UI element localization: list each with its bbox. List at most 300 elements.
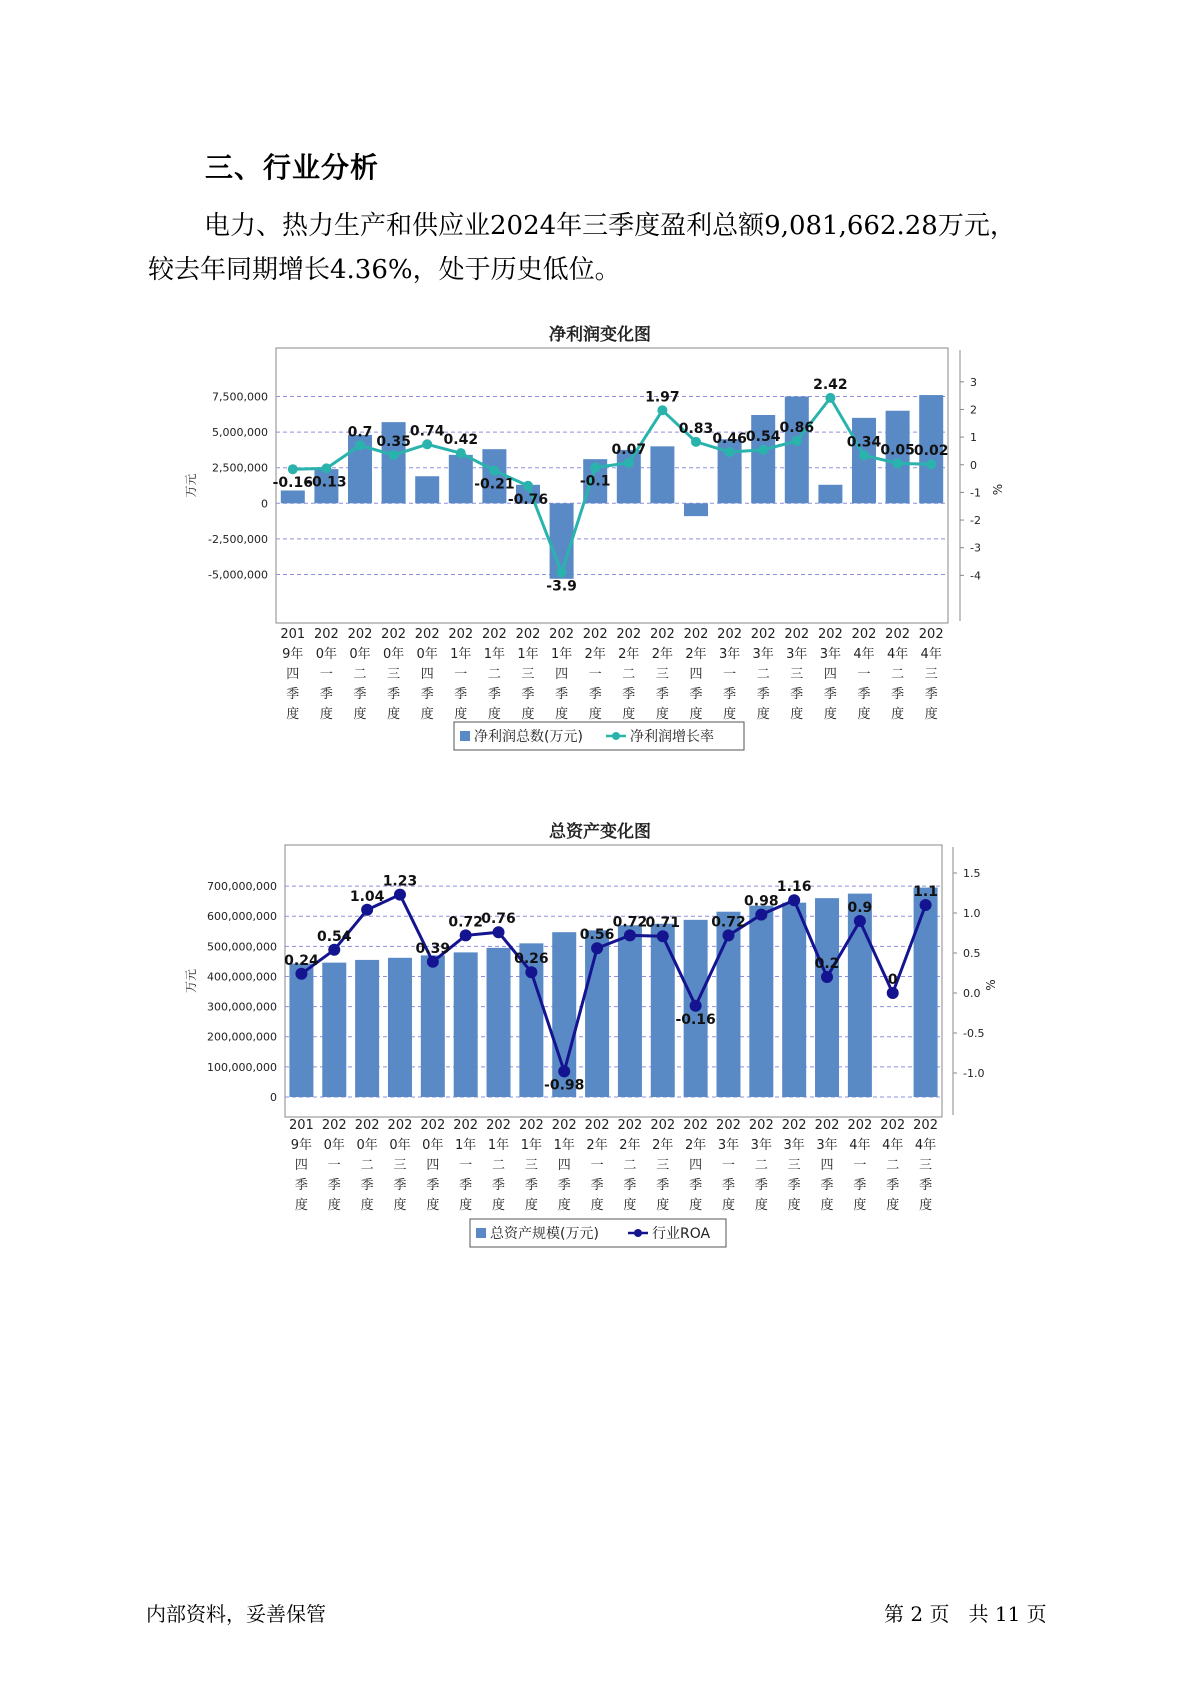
x-tick-label xyxy=(650,627,675,722)
line-point xyxy=(821,971,833,983)
y2-tick-label: -4 xyxy=(970,569,981,583)
data-label: 1.97 xyxy=(645,389,680,406)
data-label: -0.13 xyxy=(306,474,347,491)
x-tick-label-part: 3年 xyxy=(750,1138,772,1153)
line-point xyxy=(422,439,432,449)
bar xyxy=(618,925,642,1097)
x-tick-label xyxy=(751,627,776,722)
y-tick-label: 500,000,000 xyxy=(207,940,277,954)
bar xyxy=(322,963,346,1097)
x-tick-label-part: 度 xyxy=(555,707,569,722)
x-tick-label-part: 202 xyxy=(851,627,877,642)
legend-bar-label: 净利润总数(万元) xyxy=(474,729,583,745)
x-tick-label-part: 201 xyxy=(289,1118,314,1133)
chart-title: 总资产变化图 xyxy=(549,822,651,842)
x-tick-label-part: 2年 xyxy=(618,647,640,662)
bar xyxy=(852,418,876,503)
x-tick-label-part: 三 xyxy=(524,1158,538,1173)
line-point xyxy=(525,966,537,978)
bar xyxy=(684,503,708,516)
x-tick-label-part: 二 xyxy=(756,667,770,682)
y-tick-label: 0 xyxy=(261,497,268,511)
x-tick-label-part: 季 xyxy=(524,1178,538,1193)
x-tick-label-part: 二 xyxy=(492,1158,506,1173)
x-tick-label-part: 度 xyxy=(286,707,300,722)
x-tick-label-part: 202 xyxy=(748,1118,774,1133)
x-tick-label-part: 四 xyxy=(820,1158,834,1173)
x-tick-label-part: 202 xyxy=(781,1118,807,1133)
y-tick-label: 300,000,000 xyxy=(207,1000,277,1014)
x-tick-label-part: 度 xyxy=(487,707,501,722)
x-tick-label-part: 202 xyxy=(717,627,743,642)
x-tick-label xyxy=(913,1118,938,1213)
x-tick-label-part: 9年 xyxy=(290,1138,313,1153)
x-tick-label-part: 202 xyxy=(584,1118,610,1133)
x-tick-label xyxy=(618,1118,643,1213)
bar xyxy=(355,960,379,1097)
bar xyxy=(388,958,412,1097)
y-tick-label: 2,500,000 xyxy=(212,461,268,475)
x-tick-label-part: 一 xyxy=(459,1158,473,1173)
line-point xyxy=(361,904,373,916)
data-label: 0.98 xyxy=(744,893,779,910)
x-tick-label-part: 202 xyxy=(448,627,474,642)
total-assets-chart xyxy=(0,815,1191,1275)
data-label: 0.54 xyxy=(317,928,352,945)
line-point xyxy=(523,481,533,491)
x-tick-label-part: 202 xyxy=(387,1118,413,1133)
x-tick-label-part: 0年 xyxy=(422,1138,444,1153)
x-tick-label-part: 3年 xyxy=(752,647,774,662)
summary-line-2: 较去年同期增长4.36%，处于历史低位。 xyxy=(148,255,621,285)
x-tick-label-part: 二 xyxy=(360,1158,374,1173)
x-tick-label-part: 3年 xyxy=(717,1138,740,1153)
x-tick-label-part: 度 xyxy=(723,707,737,722)
x-tick-label-part: 202 xyxy=(650,1118,676,1133)
x-tick-label-part: 一 xyxy=(454,667,468,682)
x-tick-label-part: 1年 xyxy=(450,647,472,662)
x-tick-label-part: 1年 xyxy=(483,647,506,662)
x-tick-label-part: 202 xyxy=(582,627,608,642)
x-tick-label xyxy=(716,1118,741,1213)
x-tick-label-part: 201 xyxy=(280,627,306,642)
x-tick-label-part: 季 xyxy=(721,1178,735,1193)
x-tick-label-part: 202 xyxy=(518,1118,544,1133)
line-point xyxy=(624,929,636,941)
data-label: 0.86 xyxy=(779,419,815,436)
x-tick-label-part: 二 xyxy=(487,667,501,682)
x-tick-label-part: 0年 xyxy=(382,647,405,662)
line-point xyxy=(926,459,936,469)
x-tick-label-part: 季 xyxy=(327,1178,341,1193)
data-label: -0.76 xyxy=(507,491,549,508)
line-point xyxy=(792,436,802,446)
legend-line-dot xyxy=(634,1229,642,1237)
data-label: 0.46 xyxy=(712,431,747,448)
x-tick-label xyxy=(486,1118,511,1213)
y2-axis-title: % xyxy=(984,979,998,991)
bar xyxy=(421,955,445,1097)
y-tick-label: 5,000,000 xyxy=(212,426,268,440)
x-tick-label-part: 度 xyxy=(521,707,535,722)
x-tick-label-part: 一 xyxy=(319,667,333,682)
x-tick-label-part: 1年 xyxy=(455,1138,477,1153)
x-tick-label-part: 三 xyxy=(924,667,938,682)
line-point xyxy=(456,448,466,458)
x-tick-label-part: 二 xyxy=(353,667,367,682)
y-tick-label: 600,000,000 xyxy=(207,910,277,924)
y-tick-label: 100,000,000 xyxy=(207,1060,277,1074)
x-tick-label xyxy=(355,1118,380,1213)
x-tick-label-part: 202 xyxy=(354,1118,380,1133)
section-heading: 三、行业分析 xyxy=(205,151,380,184)
x-tick-label-part: 度 xyxy=(823,707,837,722)
x-tick-label xyxy=(885,627,910,722)
x-tick-label xyxy=(847,1118,872,1213)
x-tick-label-part: 季 xyxy=(853,1178,867,1193)
y-tick-label: 400,000,000 xyxy=(207,970,277,984)
data-label: 0.02 xyxy=(913,443,949,460)
legend-line-label: 行业ROA xyxy=(652,1226,711,1242)
y2-tick-label: 3 xyxy=(970,375,977,389)
bar xyxy=(815,898,839,1097)
bar xyxy=(818,485,842,504)
x-tick-label-part: 一 xyxy=(590,1158,604,1173)
legend-line-label: 净利润增长率 xyxy=(630,729,714,745)
bar xyxy=(785,396,809,503)
data-label: -0.98 xyxy=(544,1077,585,1094)
x-tick-label-part: 季 xyxy=(286,687,300,702)
legend-bar-label: 总资产规模(万元) xyxy=(490,1226,599,1242)
x-tick-label-part: 一 xyxy=(723,667,737,682)
x-tick-label-part: 四 xyxy=(557,1158,571,1173)
data-label: -0.1 xyxy=(579,473,611,490)
x-tick-label-part: 四 xyxy=(689,667,703,682)
x-tick-label xyxy=(420,1118,445,1213)
footer-page-number: 第 2 页 共 11 页 xyxy=(884,1602,1047,1626)
x-tick-label-part: 四 xyxy=(823,667,837,682)
x-tick-label-part: 季 xyxy=(492,1178,506,1193)
line-point xyxy=(825,393,835,403)
x-tick-label-part: 度 xyxy=(590,1198,604,1213)
x-tick-label-part: 202 xyxy=(486,1118,511,1133)
line-point xyxy=(722,929,734,941)
x-tick-label-part: 202 xyxy=(913,1118,938,1133)
x-tick-label-part: 度 xyxy=(622,707,636,722)
x-tick-label-part: 季 xyxy=(723,687,737,702)
x-tick-label xyxy=(453,1118,478,1213)
x-tick-label-part: 4年 xyxy=(920,647,942,662)
x-tick-label-part: 季 xyxy=(353,687,367,702)
y2-tick-label: 0 xyxy=(970,458,977,472)
bar xyxy=(415,476,439,503)
x-tick-label xyxy=(381,627,406,722)
line-point xyxy=(355,440,365,450)
x-tick-label-part: 1年 xyxy=(520,1138,543,1153)
x-tick-label-part: 二 xyxy=(891,667,905,682)
data-label: 0.9 xyxy=(847,900,873,916)
x-tick-label-part: 季 xyxy=(823,687,837,702)
x-tick-label-part: 1年 xyxy=(553,1138,575,1153)
x-tick-label-part: 季 xyxy=(360,1178,374,1193)
x-tick-label-part: 季 xyxy=(919,1178,933,1193)
x-tick-label-part: 202 xyxy=(481,627,507,642)
x-tick-label-part: 季 xyxy=(294,1178,308,1193)
line-point xyxy=(591,942,603,954)
line-point xyxy=(624,458,634,468)
x-tick-label-part: 4年 xyxy=(886,647,909,662)
data-label: 0.35 xyxy=(376,434,411,451)
line-point xyxy=(920,899,932,911)
line-point xyxy=(590,463,600,473)
bar xyxy=(487,948,511,1097)
line-point xyxy=(394,889,406,901)
x-tick-label-part: 度 xyxy=(787,1198,801,1213)
x-tick-label-part: 度 xyxy=(387,707,401,722)
summary-paragraph xyxy=(148,204,1048,292)
x-tick-label xyxy=(684,627,709,722)
x-tick-label xyxy=(782,1118,807,1213)
x-tick-label-part: 季 xyxy=(387,687,401,702)
x-tick-label-part: 季 xyxy=(689,1178,703,1193)
x-tick-label xyxy=(289,1118,314,1213)
x-tick-label-part: 202 xyxy=(381,627,407,642)
x-tick-label-part: 202 xyxy=(617,1118,643,1133)
data-label: -0.16 xyxy=(272,475,313,492)
x-tick-label-part: 一 xyxy=(857,667,871,682)
x-tick-label xyxy=(650,1118,675,1213)
bar xyxy=(651,924,675,1097)
bar xyxy=(281,490,305,503)
x-tick-label xyxy=(717,627,742,722)
x-tick-label-part: 季 xyxy=(393,1178,407,1193)
x-tick-label-part: 度 xyxy=(689,1198,703,1213)
x-tick-label-part: 0年 xyxy=(323,1138,345,1153)
x-tick-label-part: 202 xyxy=(683,627,709,642)
line-point xyxy=(657,930,669,942)
x-tick-label-part: 202 xyxy=(817,627,843,642)
x-tick-label-part: 202 xyxy=(649,627,675,642)
x-tick-label-part: 2年 xyxy=(584,647,606,662)
x-tick-label xyxy=(616,627,641,722)
data-label: 0.54 xyxy=(745,428,781,445)
x-tick-label-part: 2年 xyxy=(651,647,674,662)
x-tick-label-part: 季 xyxy=(521,687,535,702)
data-label: -3.9 xyxy=(546,578,577,595)
x-tick-label-part: 度 xyxy=(754,1198,768,1213)
x-tick-label-part: 三 xyxy=(919,1158,933,1173)
x-tick-label-part: 度 xyxy=(420,707,434,722)
bar xyxy=(749,906,773,1097)
x-tick-label-part: 2年 xyxy=(685,647,707,662)
x-tick-label-part: 季 xyxy=(787,1178,801,1193)
y2-tick-label: -1.0 xyxy=(963,1067,985,1080)
x-tick-label xyxy=(314,627,339,722)
line-point xyxy=(557,568,567,578)
y-tick-label: 700,000,000 xyxy=(207,880,277,894)
x-tick-label-part: 四 xyxy=(294,1158,308,1173)
legend xyxy=(470,1219,726,1247)
x-tick-label-part: 二 xyxy=(623,1158,637,1173)
x-tick-label-part: 202 xyxy=(515,627,541,642)
line-point xyxy=(328,944,340,956)
x-tick-label xyxy=(818,627,843,722)
x-tick-label-part: 202 xyxy=(683,1118,709,1133)
data-label: 0.39 xyxy=(415,940,451,957)
x-tick-label xyxy=(549,627,574,722)
x-tick-label xyxy=(815,1118,840,1213)
legend xyxy=(454,722,744,750)
x-tick-label-part: 度 xyxy=(454,707,468,722)
line-point xyxy=(788,894,800,906)
x-tick-label-part: 4年 xyxy=(853,647,875,662)
net-profit-chart xyxy=(0,318,1191,778)
data-label: 0.7 xyxy=(347,424,373,441)
data-label: 0.42 xyxy=(443,432,479,449)
x-tick-label-part: 季 xyxy=(588,687,602,702)
x-tick-label-part: 度 xyxy=(756,707,770,722)
data-label: 0.24 xyxy=(284,952,319,969)
line-point xyxy=(288,464,298,474)
x-tick-label-part: 度 xyxy=(393,1198,407,1213)
summary-line-1: 电力、热力生产和供应业2024年三季度盈利总额9,081,662.28万元， xyxy=(204,211,1016,241)
x-tick-label-part: 度 xyxy=(360,1198,374,1213)
x-tick-label-part: 度 xyxy=(353,707,367,722)
x-tick-label-part: 202 xyxy=(616,627,642,642)
data-label: -0.16 xyxy=(675,1011,716,1028)
x-tick-label-part: 季 xyxy=(487,687,501,702)
x-tick-label-part: 季 xyxy=(656,1178,670,1193)
x-tick-label-part: 度 xyxy=(524,1198,538,1213)
data-label: 0.74 xyxy=(409,423,445,440)
x-tick-label-part: 四 xyxy=(420,667,434,682)
x-tick-label xyxy=(348,627,373,722)
x-tick-label-part: 0年 xyxy=(315,647,338,662)
x-tick-label-part: 3年 xyxy=(816,1138,838,1153)
y2-axis-title: % xyxy=(991,483,1005,496)
x-tick-label-part: 四 xyxy=(689,1158,703,1173)
line-point xyxy=(691,437,701,447)
x-tick-label-part: 202 xyxy=(847,1118,873,1133)
data-label: 2.42 xyxy=(813,376,848,393)
x-tick-label-part: 四 xyxy=(286,667,300,682)
x-tick-label-part: 3年 xyxy=(718,647,741,662)
y2-tick-label: 1 xyxy=(970,431,977,445)
bar xyxy=(585,930,609,1097)
bar xyxy=(650,446,674,503)
x-tick-label-part: 一 xyxy=(327,1158,341,1173)
x-tick-label-part: 3年 xyxy=(783,1138,805,1153)
x-tick-label xyxy=(415,627,440,722)
x-tick-label-part: 季 xyxy=(857,687,871,702)
x-tick-label-part: 三 xyxy=(387,667,401,682)
y-tick-label: 7,500,000 xyxy=(212,390,268,404)
x-tick-label-part: 1年 xyxy=(517,647,539,662)
x-tick-label-part: 3年 xyxy=(786,647,808,662)
x-tick-label-part: 三 xyxy=(656,1158,670,1173)
x-tick-label xyxy=(749,1118,774,1213)
data-label: 0.72 xyxy=(448,914,483,931)
x-tick-label xyxy=(583,627,608,722)
bar xyxy=(914,888,938,1097)
y-tick-label: 0 xyxy=(270,1091,277,1104)
bar xyxy=(289,964,313,1097)
y-axis-title: 万元 xyxy=(184,473,198,498)
x-tick-label xyxy=(388,1118,413,1213)
x-tick-label-part: 季 xyxy=(790,687,804,702)
x-tick-label-part: 度 xyxy=(492,1198,506,1213)
y-tick-label: 200,000,000 xyxy=(207,1030,277,1044)
x-tick-label-part: 度 xyxy=(857,707,871,722)
y2-tick-label: -1 xyxy=(970,486,981,500)
line-point xyxy=(887,987,899,999)
line-point xyxy=(558,1065,570,1077)
line-point xyxy=(854,915,866,927)
y-tick-label: -2,500,000 xyxy=(208,532,268,546)
y2-tick-label: 1.5 xyxy=(963,867,981,880)
x-tick-label-part: 四 xyxy=(426,1158,440,1173)
x-tick-label-part: 二 xyxy=(622,667,636,682)
x-tick-label xyxy=(516,627,541,722)
x-tick-label-part: 2年 xyxy=(619,1138,641,1153)
x-tick-label-part: 季 xyxy=(590,1178,604,1193)
x-tick-label-part: 1年 xyxy=(550,647,573,662)
x-tick-label-part: 度 xyxy=(924,707,938,722)
bar xyxy=(550,503,574,578)
x-tick-label-part: 0年 xyxy=(389,1138,411,1153)
x-tick-label-part: 4年 xyxy=(882,1138,904,1153)
x-tick-label xyxy=(519,1118,544,1213)
x-tick-label-part: 202 xyxy=(716,1118,741,1133)
x-tick-label-part: 度 xyxy=(891,707,905,722)
x-tick-label xyxy=(919,627,944,722)
line-point xyxy=(321,463,331,473)
x-tick-label-part: 度 xyxy=(588,707,602,722)
line-point xyxy=(859,450,869,460)
line-point xyxy=(493,926,505,938)
y-axis-title: 万元 xyxy=(184,968,198,994)
x-tick-label-part: 202 xyxy=(313,627,339,642)
x-tick-label xyxy=(683,1118,708,1213)
data-label: 0 xyxy=(887,972,898,988)
y-tick-label: -5,000,000 xyxy=(208,568,268,582)
x-tick-label-part: 季 xyxy=(459,1178,473,1193)
x-tick-label-part: 度 xyxy=(721,1198,735,1213)
x-tick-label-part: 4年 xyxy=(914,1138,937,1153)
x-tick-label-part: 三 xyxy=(787,1158,801,1173)
data-label: 0.76 xyxy=(481,911,516,928)
x-tick-label-part: 度 xyxy=(319,707,333,722)
x-tick-label-part: 三 xyxy=(655,667,669,682)
x-tick-label-part: 度 xyxy=(655,707,669,722)
x-tick-label-part: 度 xyxy=(327,1198,341,1213)
x-tick-label xyxy=(482,627,507,722)
x-tick-label-part: 季 xyxy=(319,687,333,702)
x-tick-label-part: 2年 xyxy=(586,1138,608,1153)
data-label: 0.2 xyxy=(814,956,840,972)
x-tick-label xyxy=(448,627,473,722)
line-point xyxy=(690,1000,702,1012)
x-tick-label-part: 3年 xyxy=(819,647,842,662)
x-tick-label xyxy=(552,1118,577,1213)
data-label: 0.05 xyxy=(880,442,915,459)
x-tick-label xyxy=(880,1118,905,1213)
line-point xyxy=(893,458,903,468)
legend-bar-swatch xyxy=(476,1228,486,1238)
x-tick-label-part: 季 xyxy=(756,687,770,702)
data-label: 0.26 xyxy=(514,951,549,968)
x-tick-label-part: 202 xyxy=(321,1118,347,1133)
